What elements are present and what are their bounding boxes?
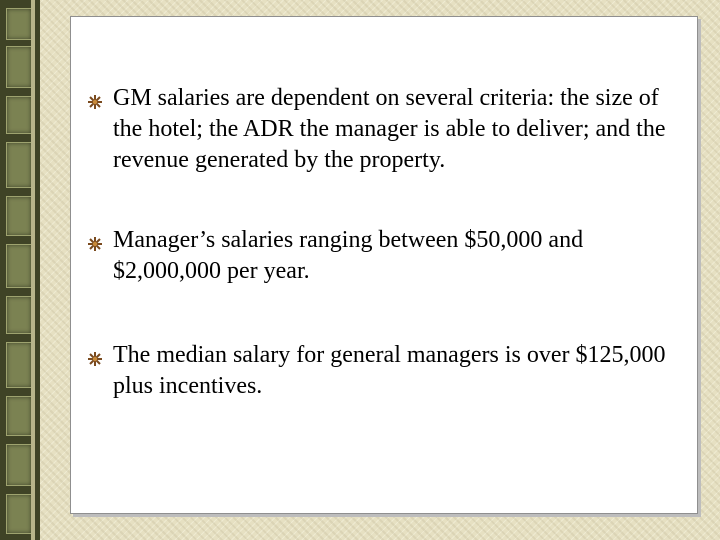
bullet-text: The median salary for general managers is over $125,000 plus incentives. <box>113 342 666 399</box>
starburst-bullet-icon <box>87 236 103 252</box>
bullet-item <box>87 83 667 176</box>
starburst-bullet-icon <box>87 351 103 367</box>
bullet-item <box>87 340 667 402</box>
decorative-sidebar <box>0 0 40 540</box>
slide-content-panel <box>70 16 698 514</box>
bullet-text: GM salaries are dependent on several criteria: the size of the hotel; the ADR the manager is able to deliver; and the revenue generated by the property. <box>113 85 666 173</box>
starburst-bullet-icon <box>87 94 103 110</box>
bullet-item <box>87 225 667 287</box>
bullet-list <box>71 17 697 513</box>
bullet-text: Manager’s salaries ranging between $50,000 and $2,000,000 per year. <box>113 227 584 284</box>
